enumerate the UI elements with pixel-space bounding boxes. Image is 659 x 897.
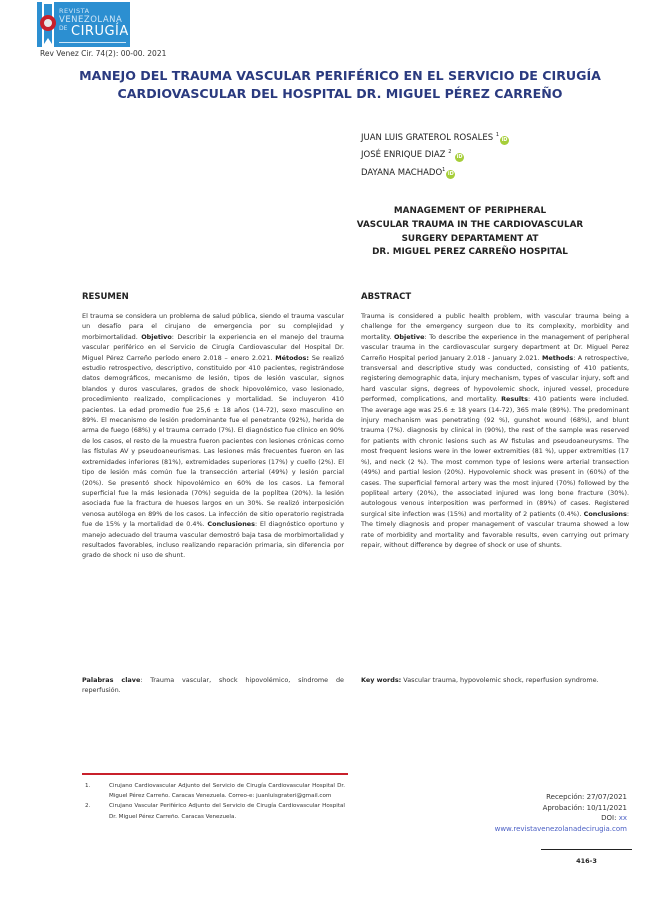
article-title-en bbox=[340, 205, 600, 260]
author-affiliation: 2 bbox=[448, 149, 452, 156]
keywords-en-text: Vascular trauma, hypovolemic shock, reperfusion syndrome. bbox=[401, 676, 599, 684]
abstract-conclusions: : The timely diagnosis and proper management of vascular trauma showed a low rate of morbidity and mortality and favorable results, even carrying out primary repair, without difference by degree of shock or use of shunts. bbox=[361, 509, 630, 549]
doi-link[interactable]: xx bbox=[618, 814, 627, 822]
abstract-body bbox=[361, 311, 629, 550]
author-list bbox=[361, 128, 509, 180]
conclusions-label: Conclusions bbox=[583, 509, 627, 518]
objetivo-label: Objetivo bbox=[141, 332, 172, 341]
footnote-text: Cirujano Cardiovascular Adjunto del Servicio de Cirugía Cardiovascular Hospital Dr. Miguel Pérez Carreño. Caracas Venezuela. Correo-e: juanluisgrateri@gmail.com bbox=[109, 783, 345, 800]
resumen-metodos: Se realizó estudio retrospectivo, descriptivo, constituido por 410 pacientes, registrándose datos demográficos, mecanismo de lesión, tipos de lesión vascular, signos blandos y duros vasculares, grados de shock hipovolémico, vaso lesionado, procedimiento realizado, complicaciones y mortalidad. Se incluyeron 410 pacientes. La edad promedio fue 25,6 ± 18 años (14-72), sexo masculino en 89%. El mecanismo de lesión predominante fue el penetrante (92%), herida de arma de fuego (68%) y el trauma cerrado (7%). El diagnóstico fue clínico en 90% de los casos, el resto de la muestra fueron pacientes con lesiones crónicas como las fístulas AV y pseudoaneurismas. Las lesiones más frecuentes fueron en las extremidades inferiores (81%), extremidades superiores (17%) y cuello (2%). El tipo de lesión más común fue la transección arterial (49%) y lesión parcial (20%). Se presentó shock hipovolémico en 60% de los casos. La femoral superficial fue la más lesionada (70%) seguida de la poplítea (20%). la lesión asociada fue la fractura de huesos largos en un 30%. Se realizó interposición venosa autóloga en 89% de los casos. La infección de sitio operatorio registrada fue de 15% y la mortalidad de 0.4%. bbox=[82, 353, 344, 529]
footnote-number: 1. bbox=[85, 783, 91, 789]
approval-date: Aprobación: 10/11/2021 bbox=[542, 803, 627, 812]
footnote-divider bbox=[82, 773, 348, 775]
logo-text-cirugia: CIRUGÍA bbox=[71, 24, 129, 39]
doi-label: DOI: bbox=[601, 814, 619, 822]
website-link[interactable]: www.revistavenezolanadecirugia.com bbox=[494, 824, 627, 833]
title-line: DR. MIGUEL PEREZ CARREÑO HOSPITAL bbox=[372, 247, 568, 258]
author-affiliation: 1 bbox=[495, 132, 499, 138]
logo-text-venezolana: VENEZOLANA bbox=[59, 15, 123, 25]
metodos-label: Métodos: bbox=[275, 353, 309, 362]
doi bbox=[440, 813, 627, 824]
logo-text-de: DE bbox=[59, 25, 68, 32]
author bbox=[361, 128, 509, 145]
abstract-objective: : To describe the experience in the management of peripheral vascular trauma in the cardiovascular surgery department at Dr. Miguel Perez Carreño Hospital period January 2.018 - January 2.021. bbox=[361, 332, 629, 362]
objective-label: Objetive bbox=[393, 332, 425, 341]
author-name: JOSÉ ENRIQUE DIAZ bbox=[361, 150, 446, 161]
resumen-objetivo: : Describir la experiencia en el manejo del trauma vascular periférico en el Servicio de Cirugía Cardiovascular del Hospital Dr. Miguel Pérez Carreño período enero 2.018 – enero 2.021. bbox=[82, 332, 345, 362]
orcid-icon[interactable]: iD bbox=[456, 154, 463, 161]
title-line: SURGERY DEPARTAMENT AT bbox=[401, 233, 539, 244]
page-number-divider bbox=[541, 849, 632, 850]
abstract-methods: : A retrospective, transversal and descriptive study was conducted, consisting of 410 patients, registering demographic data, injury mechanism, types of vascular injury, soft and hard vascular signs, degrees of hypovolemic shock, injured vessel, procedure performed, complications, and mortality. bbox=[361, 353, 630, 404]
keywords-es bbox=[82, 675, 344, 696]
footnotes bbox=[85, 781, 345, 822]
resumen-heading: RESUMEN bbox=[82, 292, 129, 302]
methods-label: Methods bbox=[541, 353, 574, 362]
article-title-es bbox=[60, 67, 620, 103]
keywords-en-label: Key words: bbox=[361, 676, 402, 684]
logo-underline bbox=[59, 42, 126, 43]
keywords-en bbox=[361, 675, 629, 685]
keywords-es-label: Palabras clave bbox=[82, 676, 141, 684]
footnote-text: Cirujano Vascular Periférico Adjunto del Servicio de Cirugía Cardiovascular Hospital Dr. Miguel Pérez Carreño. Caracas Venezuela. bbox=[109, 803, 345, 820]
title-line: CARDIOVASCULAR DEL HOSPITAL DR. MIGUEL PÉREZ CARREÑO bbox=[117, 86, 563, 101]
logo-seal-icon bbox=[40, 15, 56, 31]
author bbox=[361, 163, 509, 180]
orcid-icon[interactable]: iD bbox=[501, 136, 508, 143]
resumen-intro: El trauma se considera un problema de salud pública, siendo el trauma vascular un desafío para el cirujano de emergencia por su complejidad y morbimortalidad. bbox=[82, 312, 344, 341]
abstract-heading: ABSTRACT bbox=[361, 292, 412, 302]
logo-text-revista: REVISTA bbox=[59, 7, 90, 15]
results-label: Results bbox=[501, 395, 528, 404]
footnote bbox=[85, 781, 345, 801]
conclusiones-label: Conclusiones bbox=[207, 520, 255, 529]
title-line: MANEJO DEL TRAUMA VASCULAR PERIFÉRICO EN EL SERVICIO DE CIRUGÍA bbox=[79, 68, 601, 83]
orcid-icon[interactable]: iD bbox=[447, 171, 454, 178]
reception-date: Recepción: 27/07/2021 bbox=[546, 793, 627, 801]
author-name: DAYANA MACHADO bbox=[361, 167, 443, 178]
footnote-number: 2. bbox=[85, 803, 91, 810]
journal-logo bbox=[37, 2, 130, 47]
abstract-intro: Trauma is considered a public health problem, with vascular trauma being a challenge for the emergency surgeon due to its complexity, morbidity and mortality. bbox=[361, 312, 629, 341]
keywords-es-text: : Trauma vascular, shock hipovolémico, síndrome de reperfusión. bbox=[82, 676, 344, 695]
author-affiliation: 1 bbox=[442, 166, 446, 173]
title-line: VASCULAR TRAUMA IN THE CARDIOVASCULAR bbox=[356, 219, 584, 230]
page-number: 416-3 bbox=[576, 857, 597, 865]
resumen-body bbox=[82, 311, 344, 561]
title-line: MANAGEMENT OF PERIPHERAL bbox=[393, 206, 547, 216]
abstract-results: : 410 patients were included. The average age was 25.6 ± 18 years (14-72), 365 male (89%). The predominant injury mechanism was penetrating (92 %), gunshot wound (68%), and blunt trauma (7%). diagnosis by clinical in (90%), the rest of the sample was reserved for patients with chronic lesions such as AV fistulas and pseudoaneurysms. The most frequent lesions were in the lower extremities (81 %), upper extremities (17 %), and neck (2 %). The most common type of lesions were arterial transection (49%) and partial lesion (20%). Hypovolemic shock was present in (60%) of the cases. The superficial femoral artery was the most injured (70%) followed by the popliteal artery (20%), the associated injured was long bone fracture (30%). autologous venous interposition was performed in (89%) of cases. Registered surgical site infection was (15%) and mortality of 2 patients (0.4%). bbox=[361, 395, 629, 518]
resumen-conclusiones: : El diagnóstico oportuno y manejo adecuado del trauma vascular demostró baja tasa de morbimortalidad y resultados favorables, incluso realizando reparación primaria, sin diferencia por grado de shock ni uso de shunt. bbox=[82, 520, 345, 560]
journal-citation: Rev Venez Cir. 74(2): 00-00. 2021 bbox=[40, 49, 167, 58]
author bbox=[361, 145, 509, 162]
footnote bbox=[85, 801, 345, 821]
author-name: JUAN LUIS GRATEROL ROSALES bbox=[361, 132, 494, 143]
article-dates bbox=[440, 792, 627, 834]
